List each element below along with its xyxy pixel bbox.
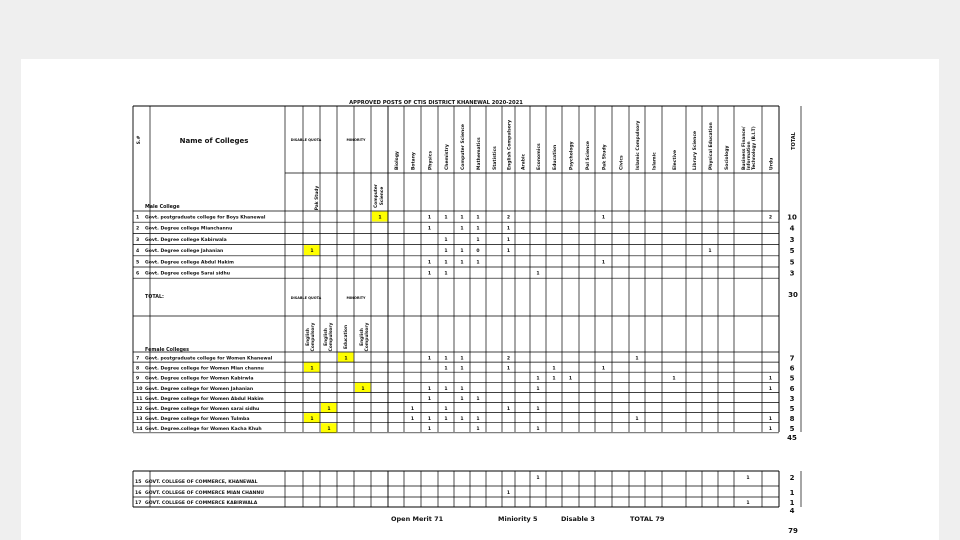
- subject-header-line: Technology (B.I.T): [752, 126, 757, 170]
- row-total: 3: [789, 235, 795, 244]
- post-count: 1: [427, 226, 432, 232]
- english-compulsory-subhead: English: [324, 328, 329, 346]
- post-count: 1: [460, 226, 464, 232]
- post-count: 1: [444, 366, 448, 372]
- quota-value: 1: [378, 215, 382, 221]
- sr-number: 17: [135, 501, 142, 506]
- row-total: 2: [789, 474, 795, 482]
- post-count: 1: [444, 237, 448, 243]
- post-count: 1: [444, 260, 448, 266]
- post-count: 1: [601, 215, 606, 221]
- sr-header: S.#: [137, 135, 142, 145]
- subject-header-line: Information: [747, 141, 752, 170]
- post-count: 1: [635, 417, 639, 423]
- minority-summary: Miniority 5: [498, 515, 538, 523]
- post-count: 1: [460, 396, 464, 402]
- quota-value: 1: [310, 417, 314, 423]
- post-count: 1: [476, 260, 480, 266]
- grand-total-summary: TOTAL 79: [630, 515, 665, 523]
- post-count: 1: [427, 215, 432, 221]
- subject-header: Pak Study: [602, 144, 608, 170]
- subject-header: Sociology: [725, 145, 730, 170]
- male-total-label: TOTAL:: [145, 295, 164, 300]
- row-total: 4: [789, 224, 795, 233]
- subject-header: Islamic: [652, 152, 658, 170]
- post-count: 1: [552, 366, 556, 372]
- document-title: APPROVED POSTS OF CTIS DISTRICT KHANEWAL 2020-2021: [349, 100, 523, 106]
- row-total: 5: [789, 258, 795, 267]
- english-compulsory-subhead: English: [306, 328, 311, 346]
- post-count: 1: [552, 376, 556, 382]
- college-name: Govt. Degree college for Women Mian channu: [145, 366, 264, 372]
- sr-number: 11: [136, 396, 143, 402]
- post-count: 1: [427, 356, 432, 362]
- subhead-line: Compulsory: [365, 322, 370, 352]
- subject-header: Arabic: [521, 153, 527, 170]
- male-total: 30: [788, 291, 798, 299]
- post-count: 1: [444, 356, 448, 362]
- post-count: 1: [476, 215, 480, 221]
- post-count: 1: [444, 271, 448, 277]
- post-count: 1: [746, 501, 750, 506]
- subject-header: Civics: [619, 155, 625, 170]
- education-subhead: Education: [344, 324, 349, 350]
- computer-science-subhead: Computer: [374, 184, 379, 208]
- post-count: 1: [536, 407, 540, 412]
- post-count: 1: [460, 366, 464, 372]
- post-count: 2: [506, 356, 511, 362]
- disable-quota-header: DISABLE QUOTA: [290, 296, 322, 300]
- sr-number: 9: [136, 376, 140, 382]
- college-name: GOVT. COLLEGE OF COMMERCE, KHANEWAL: [145, 480, 258, 485]
- post-count: 1: [476, 427, 480, 433]
- post-count: 1: [444, 215, 448, 221]
- female-section-label: Female Colleges: [145, 348, 190, 353]
- post-count: 1: [768, 376, 773, 382]
- post-count: 1: [444, 249, 448, 255]
- college-name: Govt. Degree.college for Women Kacha Khuh: [145, 427, 262, 433]
- college-name: Govt. Degree college Mianchannu: [145, 226, 233, 232]
- row-total: 1: [789, 489, 795, 497]
- post-count: 1: [476, 396, 480, 402]
- post-count: 1: [506, 407, 511, 412]
- open-merit-summary: Open Merit 71: [391, 515, 444, 523]
- college-name: Govt. Degree college Abdul Hakim: [145, 260, 234, 266]
- post-count: 1: [427, 427, 432, 433]
- subject-header: Economics: [537, 143, 542, 170]
- post-count: 1: [460, 356, 464, 362]
- english-compulsory-subhead: English: [360, 328, 365, 346]
- sr-number: 12: [136, 407, 143, 412]
- subject-header: Islamic Compulsory: [636, 120, 641, 170]
- post-count: 1: [506, 237, 511, 243]
- college-name: Govt. Degree college for Women Jahanian: [145, 386, 254, 392]
- row-total: 5: [789, 405, 795, 413]
- post-count: 1: [768, 427, 773, 433]
- college-name: GOVT. COLLEGE OF COMMERCE KABIRWALA: [145, 501, 258, 506]
- subject-header: Psychology: [569, 141, 575, 170]
- row-total: 5: [789, 374, 795, 383]
- sr-number: 13: [136, 417, 143, 423]
- quota-value: 1: [327, 407, 331, 412]
- sr-number: 1: [136, 215, 140, 221]
- subhead-line: Compulsory: [329, 322, 334, 352]
- post-count: 1: [460, 417, 464, 423]
- disable-quota-header: DISABLE QUOTA: [290, 138, 322, 142]
- post-count: 1: [635, 356, 639, 362]
- post-count: 1: [568, 376, 573, 382]
- college-name: Govt. Degree college for Women Kabirwla: [145, 376, 254, 382]
- subject-header: Physics: [428, 150, 434, 170]
- sr-number: 14: [136, 427, 143, 433]
- minority-header: MINORITY: [346, 138, 366, 142]
- female-total: 45: [787, 434, 797, 442]
- quota-value: 1: [310, 366, 314, 372]
- pak-study-subhead: Pak Study: [315, 185, 320, 211]
- post-count: 2: [506, 215, 511, 221]
- post-count: 1: [444, 386, 448, 392]
- subject-header: Pol Science: [586, 141, 591, 170]
- college-name: Govt. Degree college Jahanian: [145, 249, 224, 255]
- disable-summary: Disable 3: [561, 515, 595, 523]
- sr-number: 15: [135, 480, 142, 485]
- college-name: GOVT. COLLEGE OF COMMERCE MIAN CHANNU: [145, 491, 264, 496]
- commerce-total: 4: [789, 507, 795, 515]
- post-count: 1: [427, 417, 432, 423]
- post-count: 1: [768, 386, 773, 392]
- post-count: 1: [476, 417, 480, 423]
- subject-header: Computer Science: [461, 124, 466, 170]
- sr-number: 6: [136, 271, 140, 277]
- total-header: TOTAL: [791, 132, 797, 150]
- subject-header: Library Science: [693, 130, 698, 170]
- post-count: 1: [506, 226, 511, 232]
- post-count: 1: [427, 271, 432, 277]
- post-count: 1: [444, 417, 448, 423]
- row-total: 5: [789, 425, 795, 434]
- row-total: 5: [789, 247, 795, 256]
- post-count: 1: [410, 417, 415, 423]
- post-count: 1: [460, 386, 464, 392]
- subject-header: Botany: [411, 152, 417, 170]
- row-total: 6: [789, 364, 795, 373]
- post-count: 1: [506, 491, 511, 496]
- post-count: 1: [536, 386, 540, 392]
- subject-header: Statistics: [493, 146, 498, 170]
- post-count: 1: [460, 260, 464, 266]
- post-count: 1: [476, 226, 480, 232]
- quota-value: 1: [310, 249, 314, 255]
- post-count: 1: [444, 407, 448, 412]
- subject-header: Mathematics: [477, 137, 482, 170]
- row-total: 3: [789, 394, 795, 403]
- college-name: Govt. Degree college Kabirwala: [145, 237, 227, 243]
- row-total: 10: [787, 213, 797, 222]
- sr-number: 2: [136, 226, 140, 232]
- sr-number: 7: [136, 356, 140, 362]
- minority-header: MINORITY: [346, 296, 366, 300]
- quota-value: 1: [344, 356, 348, 362]
- sr-number: 4: [136, 249, 140, 255]
- grand-total: 79: [788, 527, 798, 535]
- college-name: Govt. Degree college for Women sarai sidhu: [145, 407, 260, 412]
- college-name: Govt. Degree college for Women Tulmba: [145, 417, 250, 423]
- college-name: Govt. postgraduate college for Boys Khanewal: [145, 215, 266, 221]
- sr-number: 16: [135, 491, 142, 496]
- quota-value: 1: [361, 386, 365, 392]
- post-count: 1: [601, 366, 606, 372]
- post-count: 1: [427, 386, 432, 392]
- sr-number: 8: [136, 366, 140, 372]
- subject-header: English Compulsory: [507, 119, 513, 170]
- post-count: 1: [708, 249, 712, 255]
- post-count: 1: [460, 215, 464, 221]
- post-count: 1: [427, 260, 432, 266]
- college-name: Govt. postgraduate college for Women Khanewal: [145, 356, 273, 362]
- post-count: 1: [536, 271, 540, 277]
- subject-header: Business Finance/: [742, 126, 747, 170]
- post-count: 1: [476, 237, 480, 243]
- subject-header: Biology: [395, 151, 400, 170]
- male-section-label: Male College: [145, 205, 180, 210]
- college-name: Govt. Degree college for Women Abdul Hakim: [145, 396, 264, 402]
- subject-header: Physical Education: [709, 122, 714, 170]
- post-count: 1: [536, 476, 540, 481]
- post-count: 1: [427, 396, 432, 402]
- post-count: 1: [536, 427, 540, 433]
- post-count: 1: [768, 417, 773, 423]
- row-total: 3: [789, 269, 795, 278]
- approved-posts-table: [21, 59, 939, 540]
- college-name: Govt. Degree college Sarai sidhu: [145, 271, 231, 277]
- college-name-header: Name of Colleges: [179, 137, 249, 145]
- quota-value: 1: [327, 427, 331, 433]
- subject-header: Chemistry: [445, 144, 450, 170]
- row-total: 6: [789, 384, 795, 393]
- post-count: 1: [746, 476, 750, 481]
- post-count: 1: [506, 249, 511, 255]
- row-total: 7: [789, 354, 795, 363]
- post-count: 0: [476, 249, 480, 255]
- subject-header: Elective: [673, 149, 678, 170]
- row-total: 1: [789, 499, 795, 507]
- document-page: [21, 59, 939, 540]
- subject-header: Urdu: [769, 157, 775, 170]
- post-count: 2: [768, 215, 773, 221]
- subject-header: Education: [553, 144, 558, 170]
- subhead-line: Science: [380, 186, 385, 206]
- post-count: 1: [410, 407, 415, 412]
- sr-number: 5: [136, 260, 140, 266]
- subhead-line: Compulsory: [311, 322, 316, 352]
- post-count: 1: [460, 249, 464, 255]
- sr-number: 10: [136, 386, 143, 392]
- post-count: 1: [672, 376, 676, 382]
- row-total: 8: [789, 415, 795, 424]
- post-count: 1: [536, 376, 540, 382]
- sr-number: 3: [136, 237, 140, 243]
- post-count: 1: [601, 260, 606, 266]
- post-count: 1: [506, 366, 511, 372]
